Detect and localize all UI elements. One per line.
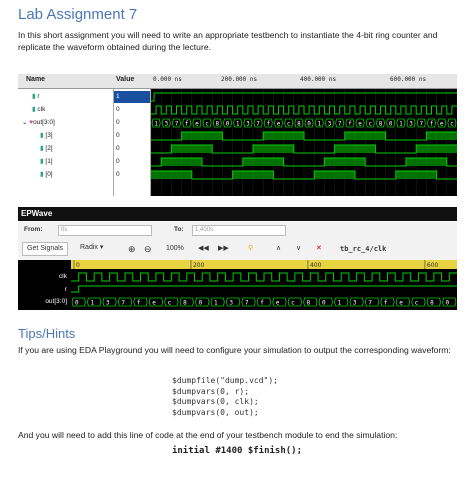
bit-fill [406, 158, 416, 166]
signal-out-bus[interactable]: ⌄ ♥out[3:0] [22, 119, 55, 126]
bit-fill [335, 171, 345, 179]
bus-icon: ♥ [29, 119, 34, 126]
bit-fill [345, 145, 355, 153]
dump-code-block: $dumpfile("dump.vcd"); $dumpvars(0, r); $dumpvars(0, clk); $dumpvars(0, out); [172, 376, 278, 417]
bus-value: 1 [399, 120, 403, 128]
epwave-signal-r[interactable]: r [64, 286, 67, 293]
close-icon[interactable]: ✕ [316, 245, 322, 252]
signal-out-1[interactable]: ▮ [1] [40, 158, 53, 165]
time-label-200: 200.000 ns [221, 76, 258, 83]
ruler-label: 400 [309, 262, 322, 269]
bit-fill [212, 132, 222, 140]
bit-fill [263, 171, 273, 179]
signal-clk[interactable]: ▮ clk [32, 106, 46, 113]
signal-name-list [18, 89, 114, 196]
bit-fill [182, 132, 192, 140]
epwave-bus-value: 1 [213, 299, 218, 307]
bus-value: 1 [154, 120, 158, 128]
bit-fill [284, 132, 294, 140]
vivado-waveform-window [18, 74, 457, 196]
rewind-icon[interactable]: ◀◀ [198, 245, 209, 252]
bit-fill [437, 132, 447, 140]
bit-fill [161, 171, 171, 179]
value-out-1: 0 [116, 158, 120, 165]
bus-value: 3 [327, 120, 332, 128]
epwave-bus-value: f [136, 299, 141, 307]
zoom-out-icon[interactable]: ⊖ [144, 244, 152, 254]
intro-paragraph: In this short assignment you will need to write an appropriate testbench to instantiate the 4-bit ring counter and replicate the waveform obtained during the lecture. [18, 30, 438, 52]
signal-icon: ▮ [40, 145, 46, 152]
bit-fill [437, 145, 447, 153]
bit-fill [416, 158, 426, 166]
epwave-bus-value: f [260, 299, 264, 307]
bit-fill [284, 145, 294, 153]
tips-paragraph: If you are using EDA Playground you will need to configure your simulation to output the corresponding waveform: [18, 345, 451, 355]
bit-fill [324, 171, 334, 179]
signal-icon: ▮ [40, 171, 46, 178]
bit-fill [171, 171, 181, 179]
page-title: Lab Assignment 7 [18, 6, 138, 23]
epwave-bus-value: 1 [337, 299, 342, 307]
bus-value: 1 [235, 120, 240, 128]
bit-fill [416, 145, 426, 153]
bit-fill [324, 158, 334, 166]
bus-value: c [450, 120, 454, 128]
bus-value: 3 [164, 120, 169, 128]
bit-fill [273, 132, 283, 140]
bus-value: 3 [409, 120, 413, 128]
chevron-down-icon[interactable]: ∨ [296, 245, 302, 252]
bus-value: e [439, 120, 444, 128]
bit-fill [192, 132, 202, 140]
bit-fill [314, 171, 324, 179]
bus-value: 7 [419, 120, 424, 128]
bus-value: f [184, 120, 189, 128]
epwave-bus-value: 1 [90, 299, 95, 307]
bit-fill [151, 171, 161, 179]
bus-value: c [286, 120, 291, 128]
signal-out-0[interactable]: ▮ [0] [40, 171, 53, 178]
epwave-bus-value: c [414, 299, 419, 307]
bit-fill [202, 145, 212, 153]
bus-value: f [429, 120, 434, 128]
bus-value: c [205, 120, 209, 128]
epwave-bus-value: 3 [229, 299, 234, 307]
bit-fill [263, 145, 273, 153]
value-out: 0 [116, 119, 120, 126]
fast-forward-icon[interactable]: ▶▶ [218, 245, 229, 252]
epwave-bus-value: 8 [430, 299, 434, 307]
wave-clk [151, 106, 457, 114]
epwave-signal-clk[interactable]: clk [59, 273, 67, 280]
epwave-waveform-area [18, 260, 457, 310]
epwave-bus-value: 0 [322, 299, 326, 307]
from-input[interactable]: 0s [58, 225, 152, 236]
epwave-bus-value: 0 [445, 299, 450, 307]
bus-value: c [368, 120, 373, 128]
signal-value-list [114, 89, 151, 196]
bit-fill [233, 171, 243, 179]
bit-fill [243, 158, 253, 166]
bit-fill [335, 145, 345, 153]
bit-fill [396, 171, 406, 179]
value-out-3: 0 [116, 132, 120, 139]
bit-fill [253, 145, 263, 153]
value-r: 1 [114, 91, 150, 103]
bit-fill [171, 158, 181, 166]
bus-value: 3 [246, 120, 250, 128]
bus-value: 0 [388, 120, 393, 128]
epwave-wave-r [71, 286, 457, 292]
value-out-2: 0 [116, 145, 120, 152]
epwave-bus-value: c [167, 299, 172, 307]
bit-fill [345, 171, 355, 179]
signal-r[interactable]: ▮ r [32, 93, 40, 100]
to-input[interactable]: 1,400s [192, 225, 286, 236]
signal-out-3[interactable]: ▮ [3] [40, 132, 53, 139]
bit-fill [243, 171, 253, 179]
bus-value: 0 [307, 120, 311, 128]
name-column-header: Name [26, 76, 46, 83]
epwave-wave-clk [71, 273, 457, 281]
epwave-bus-value: 7 [121, 299, 125, 307]
bus-value: 1 [317, 120, 322, 128]
bit-fill [182, 171, 192, 179]
finish-code-line: initial #1400 $finish(); [171, 446, 303, 456]
bus-value: 7 [256, 120, 260, 128]
epwave-bus-value: 3 [352, 299, 357, 307]
epwave-bus-value: 0 [75, 299, 79, 307]
signal-icon: ▮ [40, 132, 46, 139]
signal-icon: ▮ [40, 158, 46, 165]
bit-fill [345, 132, 355, 140]
value-out-0: 0 [116, 171, 120, 178]
bit-fill [447, 145, 457, 153]
value-column-header: Value [116, 76, 135, 83]
bus-value: 0 [225, 120, 230, 128]
signal-out-2[interactable]: ▮ [2] [40, 145, 53, 152]
edge-marker-icon[interactable]: ⚲ [248, 245, 254, 252]
time-label-600: 600.000 ns [390, 76, 427, 83]
tips-heading: Tips/Hints [18, 326, 76, 341]
value-clk: 0 [116, 106, 120, 113]
epwave-signal-out[interactable]: out[3:0] [45, 298, 67, 305]
bit-fill [294, 132, 304, 140]
bus-value: f [348, 120, 352, 128]
bit-fill [426, 145, 436, 153]
signal-icon: ▮ [32, 106, 38, 113]
epwave-bus-value: 8 [183, 299, 187, 307]
bit-fill [426, 158, 436, 166]
get-signals-button[interactable]: Get Signals [22, 242, 68, 256]
chevron-up-icon[interactable]: ∧ [276, 245, 282, 252]
bit-fill [192, 158, 202, 166]
bit-fill [426, 171, 436, 179]
epwave-bus-value: e [152, 299, 156, 307]
epwave-bus-value: 8 [306, 299, 311, 307]
bit-fill [263, 158, 273, 166]
bit-fill [355, 145, 365, 153]
bus-value: 8 [215, 120, 220, 128]
ruler-label: 600 [426, 262, 439, 269]
epwave-bus-value: e [275, 299, 280, 307]
bit-fill [253, 171, 263, 179]
bus-value: e [276, 120, 281, 128]
bit-fill [171, 145, 181, 153]
bit-fill [375, 132, 385, 140]
bit-fill [263, 132, 273, 140]
epwave-bus-value: c [291, 299, 295, 307]
epwave-bus-value: f [383, 299, 388, 307]
vivado-wave-area[interactable] [151, 74, 457, 196]
epwave-toolbar [18, 222, 457, 260]
bus-value: e [358, 120, 362, 128]
bit-fill [273, 145, 283, 153]
ruler-label: 200 [192, 262, 205, 269]
bit-fill [416, 171, 426, 179]
from-label: From: [24, 226, 43, 233]
radix-dropdown[interactable]: Radix ▾ [80, 244, 104, 251]
epwave-wave-area[interactable] [71, 260, 457, 310]
epwave-bus-value: e [399, 299, 403, 307]
bit-fill [182, 145, 192, 153]
time-label-0: 0.000 ns [153, 76, 182, 83]
epwave-title-bar: EPWave [18, 207, 457, 221]
bit-fill [273, 158, 283, 166]
bit-fill [192, 145, 202, 153]
bit-fill [365, 145, 375, 153]
bit-fill [426, 132, 436, 140]
bit-fill [253, 158, 263, 166]
time-label-400: 400.000 ns [300, 76, 337, 83]
bus-value: e [195, 120, 199, 128]
bus-value: 8 [297, 120, 301, 128]
chevron-down-icon[interactable]: ⌄ [22, 119, 30, 126]
bus-value: f [266, 120, 271, 128]
bit-fill [202, 132, 212, 140]
zoom-in-icon[interactable]: ⊕ [128, 244, 136, 254]
bit-fill [182, 158, 192, 166]
end-paragraph: And you will need to add this line of code at the end of your testbench module to end the simulation: [18, 430, 398, 440]
bus-value: 8 [378, 120, 383, 128]
ruler-label: 0 [76, 262, 80, 269]
bit-fill [161, 158, 171, 166]
epwave-bus-value: 7 [244, 299, 249, 307]
zoom-level: 100% [166, 245, 184, 252]
bit-fill [447, 132, 457, 140]
bit-fill [355, 132, 365, 140]
epwave-bus-value: 0 [198, 299, 203, 307]
bit-fill [365, 132, 375, 140]
bus-value: 7 [337, 120, 342, 128]
epwave-bus-value: 7 [368, 299, 372, 307]
signal-icon: ▮ [32, 93, 38, 100]
bus-value: 7 [174, 120, 179, 128]
bit-fill [345, 158, 355, 166]
to-label: To: [174, 226, 184, 233]
epwave-bus-value: 3 [105, 299, 110, 307]
bit-fill [406, 171, 416, 179]
bit-fill [335, 158, 345, 166]
bit-fill [355, 158, 365, 166]
epwave-signal-names [18, 260, 70, 310]
module-path: tb_rc_4/clk [340, 245, 387, 253]
bit-fill [437, 158, 447, 166]
ruler-bar [71, 260, 457, 269]
